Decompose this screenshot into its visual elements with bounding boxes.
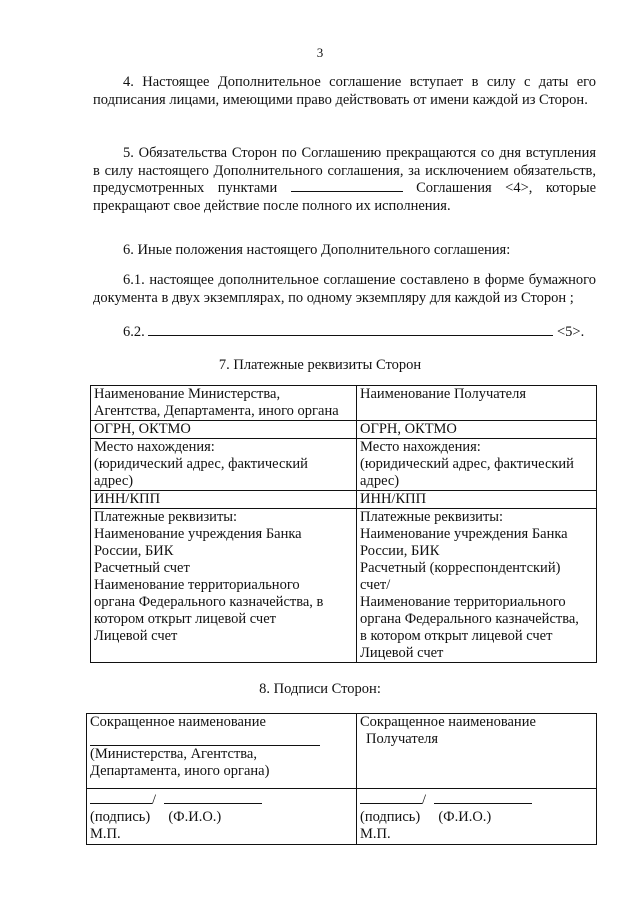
table-row (91, 421, 597, 439)
clause-5-text: 5. Обязательства Сторон по Соглашению прекращаются со дня вступления в силу настоящего Дополнительного соглашения, за исключением обязательств, предусмотренных пунктами (93, 145, 596, 196)
right-name-label-1: Сокращенное наименование (360, 714, 536, 730)
left-signature-slash: / (152, 792, 157, 808)
right-party-cell (357, 509, 597, 663)
clause-4-text: 4. Настоящее Дополнительное соглашение вступает в силу с даты его подписания лицами, имеющими право действовать от имени каждой из Сторон. (93, 74, 596, 108)
clause-6-2-label: 6.2. (123, 324, 145, 340)
right-signature-slash: / (422, 792, 427, 808)
right-signature-blank (360, 792, 422, 804)
clause-5 (93, 145, 596, 215)
section-8-title: 8. Подписи Сторон: (259, 681, 381, 697)
clause-6-2 (93, 324, 596, 342)
cell-line: Платежные реквизиты: (94, 509, 238, 525)
left-party-cell (91, 421, 357, 439)
left-name-blank (90, 731, 320, 746)
clause-6-2-note: <5>. (557, 324, 585, 340)
left-name-note-2: Департамента, иного органа) (90, 763, 270, 779)
clause-6-2-blank (148, 335, 553, 336)
cell-line: Наименование учреждения Банка (360, 526, 568, 542)
left-party-cell (91, 386, 357, 421)
left-signature-blank (90, 792, 152, 804)
right-party-cell (357, 421, 597, 439)
payment-details-table (90, 385, 597, 663)
cell-line: Платежные реквизиты: (360, 509, 504, 525)
clause-4 (93, 74, 596, 109)
cell-line: Расчетный (корреспондентский) (360, 560, 561, 576)
cell-line: органа Федерального казначейства, в (94, 594, 324, 610)
cell-line: котором открыт лицевой счет (94, 611, 276, 627)
left-signature-labels: (подпись) (Ф.И.О.) (90, 809, 222, 825)
table-row (91, 386, 597, 421)
right-name-cell (357, 714, 597, 789)
cell-line: Наименование территориального (94, 577, 300, 593)
cell-line: ИНН/КПП (360, 491, 427, 507)
section-7-title: 7. Платежные реквизиты Сторон (218, 357, 422, 373)
cell-line: Наименование Министерства, (94, 386, 281, 402)
cell-line: Лицевой счет (360, 645, 444, 661)
right-stamp: М.П. (360, 826, 391, 842)
cell-line: Лицевой счет (94, 628, 178, 644)
cell-line: Наименование учреждения Банка (94, 526, 302, 542)
signatures-table (86, 713, 597, 845)
clause-5-text-end: Соглашения <4>, которые прекращают свое действие после полного их исполнения. (93, 180, 597, 214)
right-party-cell (357, 439, 597, 491)
cell-line: Наименование территориального (360, 594, 566, 610)
table-row (91, 509, 597, 663)
right-signature-labels: (подпись) (Ф.И.О.) (360, 809, 492, 825)
cell-line: адрес) (94, 473, 134, 489)
right-name-label-2: Получателя (366, 731, 439, 747)
cell-line: России, БИК (94, 543, 174, 559)
cell-line: Место нахождения: (360, 439, 481, 455)
table-row (91, 491, 597, 509)
table-row (91, 439, 597, 491)
right-signature-cell (357, 789, 597, 845)
cell-line: (юридический адрес, фактический (94, 456, 308, 472)
cell-line: Наименование Получателя (360, 386, 527, 402)
clause-5-items-blank (291, 191, 403, 192)
left-name-note-1: (Министерства, Агентства, (90, 746, 257, 762)
left-fio-blank (164, 792, 262, 804)
page-number: 3 (316, 45, 324, 60)
clause-6-title: 6. Иные положения настоящего Дополнительного соглашения: (123, 242, 511, 258)
left-stamp: М.П. (90, 826, 121, 842)
left-party-cell (91, 509, 357, 663)
cell-line: (юридический адрес, фактический (360, 456, 574, 472)
cell-line: ИНН/КПП (94, 491, 161, 507)
cell-line: счет/ (360, 577, 391, 593)
left-name-cell (87, 714, 357, 789)
right-party-cell (357, 491, 597, 509)
cell-line: в котором открыт лицевой счет (360, 628, 553, 644)
cell-line: ОГРН, ОКТМО (94, 421, 191, 437)
cell-line: Агентства, Департамента, иного органа (94, 403, 339, 419)
cell-line: Расчетный счет (94, 560, 190, 576)
cell-line: ОГРН, ОКТМО (360, 421, 457, 437)
cell-line: адрес) (360, 473, 400, 489)
cell-line: органа Федерального казначейства, (360, 611, 579, 627)
right-fio-blank (434, 792, 532, 804)
clause-6-1: 6.1. настоящее дополнительное соглашение составлено в форме бумажного документа в двух экземплярах, по одному экземпляру для каждой из Сторон ; (93, 272, 596, 306)
cell-line: России, БИК (360, 543, 440, 559)
left-party-cell (91, 439, 357, 491)
right-party-cell (357, 386, 597, 421)
left-signature-cell (87, 789, 357, 845)
left-name-label: Сокращенное наименование (90, 714, 266, 730)
left-party-cell (91, 491, 357, 509)
cell-line: Место нахождения: (94, 439, 215, 455)
